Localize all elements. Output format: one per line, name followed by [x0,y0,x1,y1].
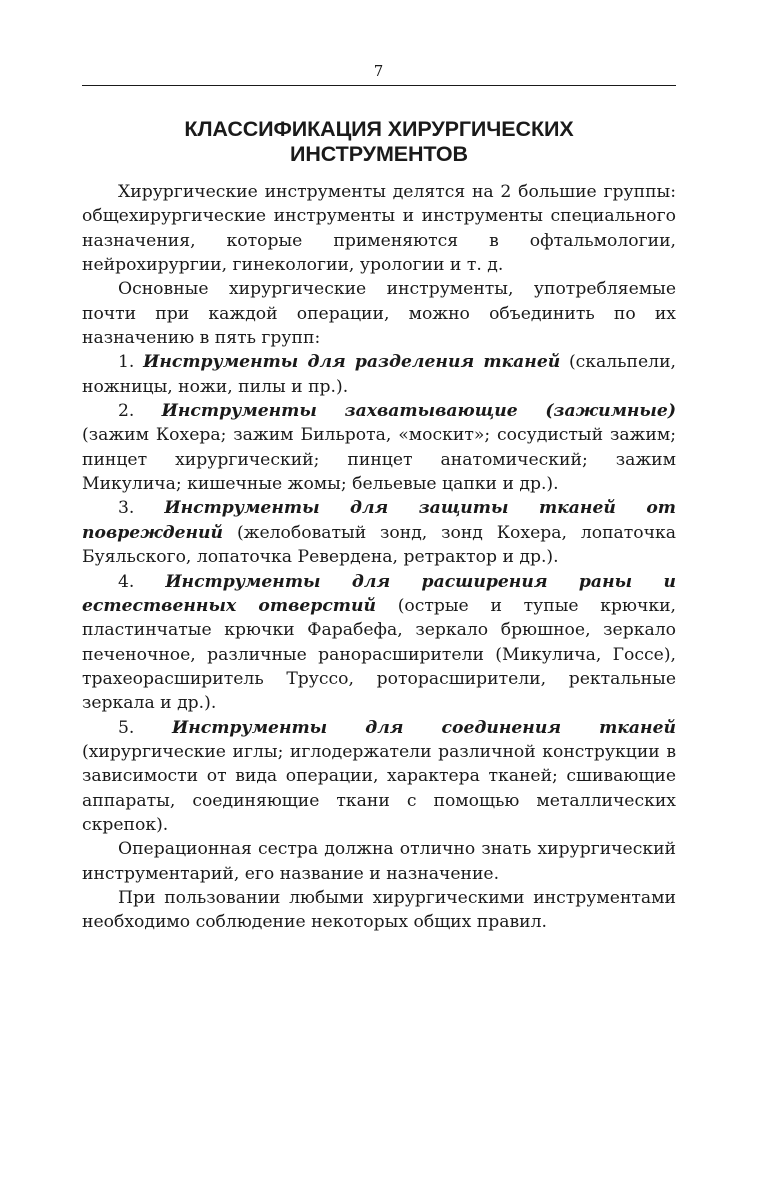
group-item-4 [82,570,676,716]
body-text [82,180,676,935]
group-number: 5. [118,717,135,738]
closing-paragraph-1: Операционная сестра должна отлично знать хирургический инструментарий, его название и назначение. [82,839,676,884]
section-title [82,117,676,167]
closing-paragraph-2: При пользовании любыми хирургическими инструментами необходимо соблюдение некоторых общих правил. [82,887,676,933]
page-number: 7 [373,62,384,80]
group-description: (желобоватый зонд, зонд Кохера, лопаточка Буяльского, лопаточка Ревердена, ретрактор и др.). [82,522,676,568]
section-title-line-1: КЛАССИФИКАЦИЯ ХИРУРГИЧЕСКИХ [184,117,574,141]
group-item-5 [82,716,676,838]
group-title: Инструменты для разделения тканей [143,352,561,373]
header-rule [82,85,676,86]
group-title: Инструменты для соединения тканей [171,717,676,738]
group-item-3 [82,496,676,569]
group-item-2 [82,399,676,496]
group-item-1 [82,350,676,399]
group-number: 4. [118,571,135,592]
group-number: 2. [118,401,135,422]
group-description: (острые и тупые крючки, пластинчатые крючки Фарабефа, зеркало брюшное, зеркало печеночное, различные ранорасширители (Микулича, Госсе), трахеорасширитель Труссо, роторасширители, ректальные зеркала и др.). [82,595,676,714]
group-title: Инструменты для защиты тканей от повреждений [82,498,676,543]
intro-paragraph-2: Основные хирургические инструменты, употребляемые почти при каждой операции, можно объединить по их назначению в пять групп: [82,279,676,349]
group-number: 1. [118,352,135,373]
group-description: (зажим Кохера; зажим Бильрота, «москит»; сосудистый зажим; пинцет хирургический; пинцет анатомический; зажим Микулича; кишечные жомы; бельевые цапки и др.). [82,425,676,495]
intro-paragraph-1: Хирургические инструменты делятся на 2 большие группы: общехирургические инструменты и инструменты специального назначения, которые применяются в офтальмологии, нейрохирургии, гинекологии, урологии и т. д. [82,182,676,276]
group-description: (хирургические иглы; иглодержатели различной конструкции в зависимости от вида операции, характера тканей; сшивающие аппараты, соединяющие ткани с помощью металлических скрепок). [82,741,676,835]
group-title: Инструменты захватывающие (зажимные) [161,401,676,422]
group-description: (скальпели, ножницы, ножи, пилы и пр.). [82,352,676,397]
section-title-line-2: ИНСТРУМЕНТОВ [290,142,468,166]
group-number: 3. [118,498,135,519]
group-title: Инструменты для расширения раны и естественных отверстий [82,571,677,616]
